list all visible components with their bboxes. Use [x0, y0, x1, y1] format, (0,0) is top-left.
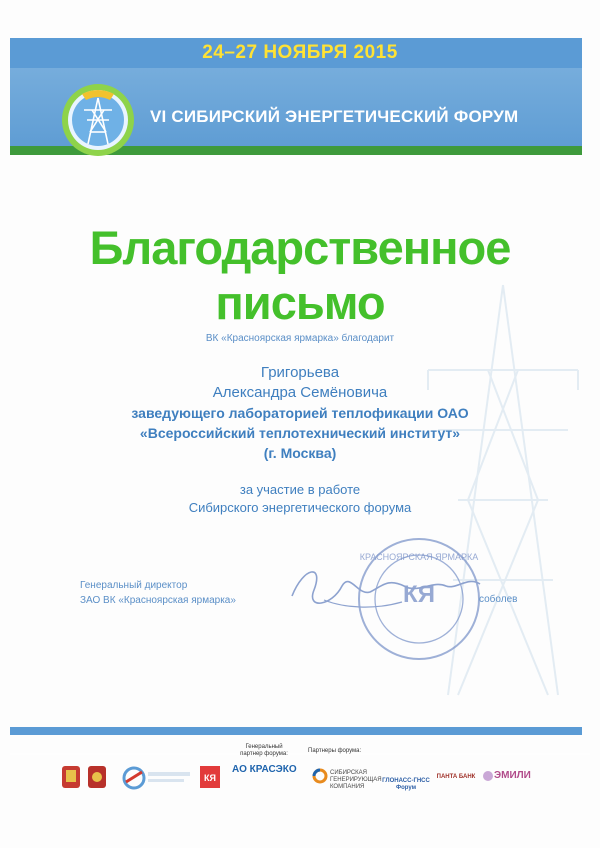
partner-glonass: ГЛОНАСС-ГНСС Форум [382, 778, 430, 791]
forum-emblem-icon [124, 768, 190, 788]
coat-of-arms-icon [62, 766, 80, 788]
letter-title-line1: Благодарственное [89, 221, 511, 274]
sgk-logo-icon [312, 768, 328, 784]
general-partner-name: АО КРАСЭКО [232, 764, 297, 775]
letter-title-line2: письмо [215, 276, 385, 329]
recipient-name: Александра Семёновича [212, 384, 388, 401]
participation-line2: Сибирского энергетического форума [188, 500, 412, 515]
stamp-text: КРАСНОЯРСКАЯ ЯРМАРКА [359, 552, 479, 562]
svg-text:КЯ: КЯ [403, 581, 435, 608]
forum-dates: 24–27 НОЯБРЯ 2015 [202, 42, 398, 63]
partner-bank: ПАНТА БАНК [436, 774, 476, 780]
partners-label: Партнеры форума: [308, 748, 362, 754]
participation-line1: за участие в работе [239, 482, 361, 497]
recipient-position-line2: «Всероссийский теплотехнический институт» [139, 425, 461, 441]
partner-emili: ЭМИЛИ [494, 770, 531, 781]
recipient-position-line3: (г. Москва) [263, 445, 337, 461]
svg-text:КЯ: КЯ [204, 773, 216, 783]
forum-title: VI СИБИРСКИЙ ЭНЕРГЕТИЧЕСКИЙ ФОРУМ [150, 107, 519, 126]
forum-logo-icon [60, 82, 136, 158]
partner-sgk: СИБИРСКАЯ ГЕНЕРИРУЮЩАЯ КОМПАНИЯ [330, 770, 382, 790]
signer-name: соболев [479, 594, 518, 605]
footer-strip [10, 727, 582, 735]
handwritten-signature [284, 556, 484, 620]
regional-emblem-icon [88, 766, 106, 788]
signer-role-line1: Генеральный директор [80, 580, 188, 591]
recipient-position-line1: заведующего лабораторией теплофикации ОАО [131, 405, 469, 421]
signer-role-line2: ЗАО ВК «Красноярская ярмарка» [80, 595, 236, 606]
general-partner-label: Генеральный партнер форума: [240, 744, 288, 757]
emili-logo-icon [482, 770, 494, 782]
thanks-line: ВК «Красноярская ярмарка» благодарит [205, 333, 395, 344]
kya-logo-icon [200, 766, 220, 788]
recipient-surname: Григорьева [260, 364, 340, 381]
